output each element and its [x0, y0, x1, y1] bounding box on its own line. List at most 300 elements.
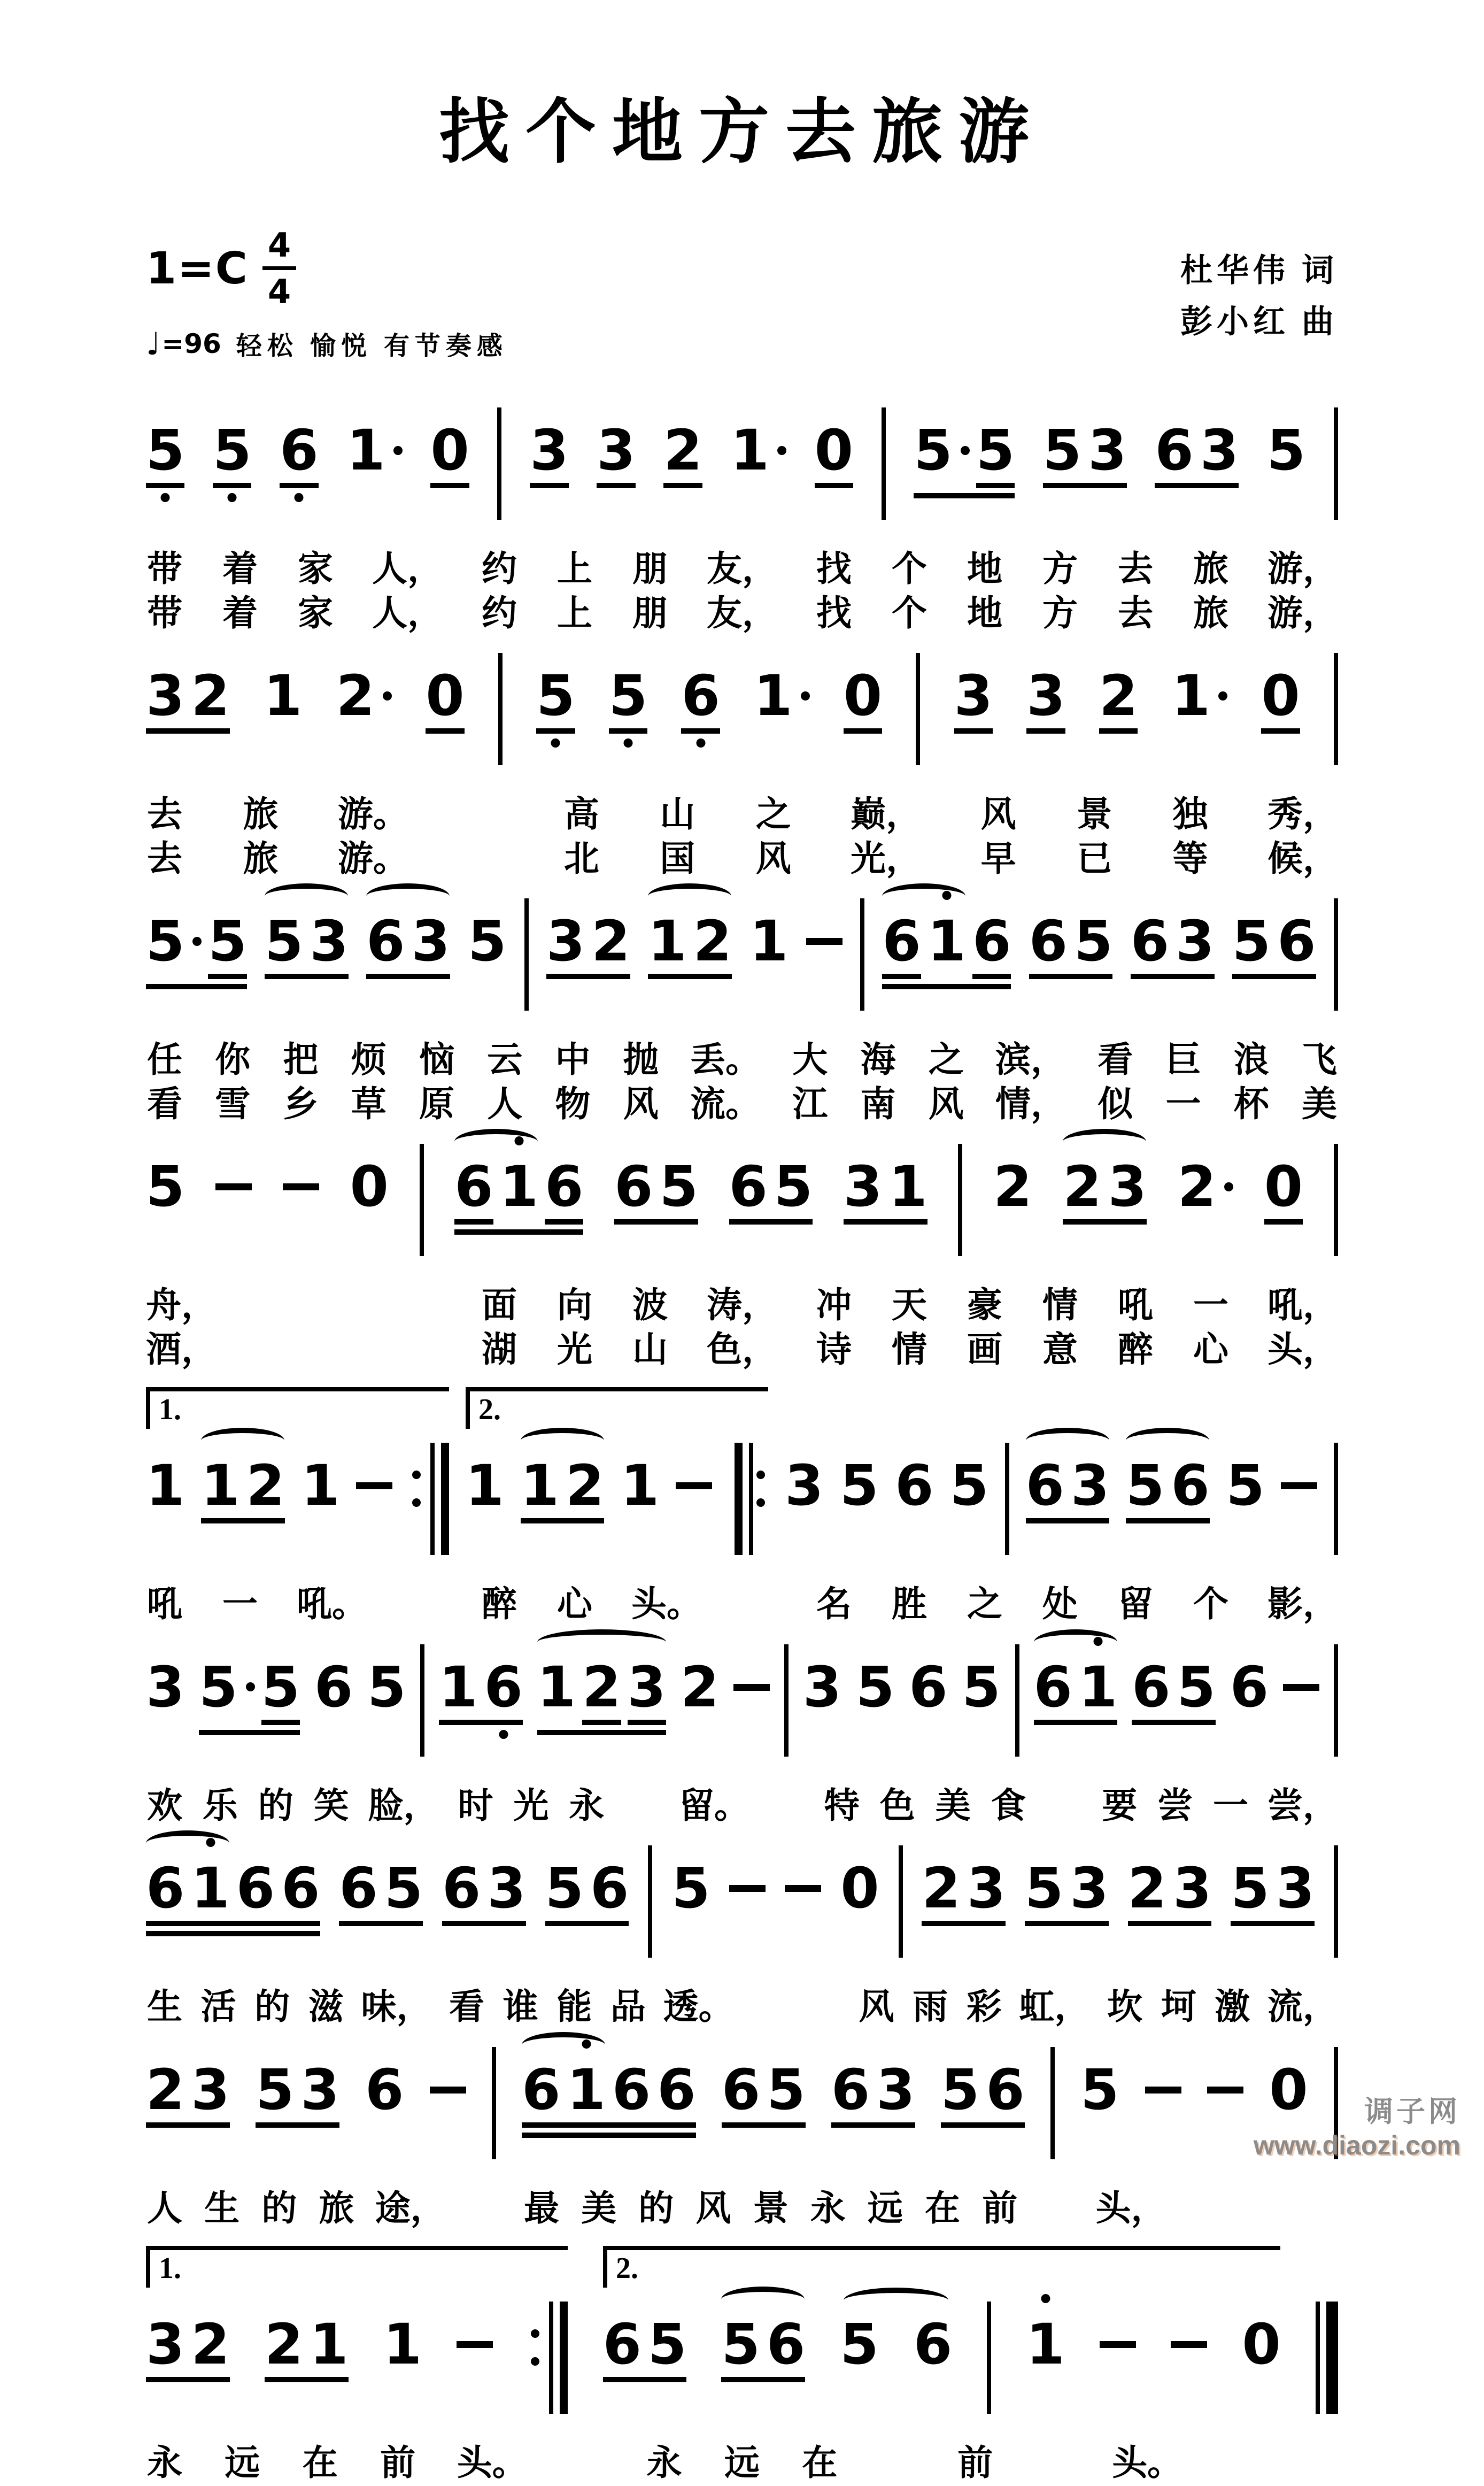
beam-group [264, 2312, 349, 2382]
repeat-end-barline [528, 2302, 568, 2414]
lyric-syllable: 人 [487, 1084, 523, 1124]
note-unit [265, 909, 304, 974]
note-digit: 0 [430, 418, 469, 483]
note-unit [530, 418, 569, 488]
augmentation-dot [1218, 691, 1227, 701]
score-line [146, 2037, 1338, 2231]
note-unit [280, 418, 319, 488]
barline [899, 1860, 903, 1958]
lyrics-row [146, 1583, 1338, 1627]
note-digit: 1 [1078, 1654, 1118, 1720]
note-unit [888, 1154, 928, 1220]
lyric-syllable [254, 1284, 292, 1328]
barline [958, 1159, 962, 1256]
lyric-syllable: 能 [556, 1988, 592, 2027]
lyric-syllable: 前 [380, 2444, 416, 2483]
note-glyph-row [365, 2057, 404, 2122]
note-unit [545, 1856, 584, 1921]
note-glyph-row [487, 1856, 526, 1921]
lyric-syllable [768, 1784, 805, 1829]
note-glyph-row [612, 2057, 651, 2122]
beam-underline [722, 2122, 806, 2128]
beam-group-notes [729, 1154, 813, 1220]
note-glyph-row [442, 1856, 481, 1921]
note-cell [1264, 1154, 1303, 1225]
note-glyph-row [1033, 1654, 1072, 1720]
note-unit [146, 1154, 185, 1220]
note-glyph-row [1242, 2312, 1281, 2377]
note-glyph-row [484, 1654, 523, 1720]
note-digit: 3 [954, 663, 993, 729]
notes-row [146, 643, 1338, 793]
note-glyph-row [454, 1154, 493, 1220]
lyric-syllable: 的 [254, 1988, 290, 2027]
note-glyph-row [914, 418, 969, 483]
note-glyph-row [265, 909, 304, 974]
note-unit [146, 2312, 185, 2377]
note-glyph-row [199, 1654, 254, 1720]
lyric-syllable: 激 [1215, 1988, 1250, 2027]
beam-group [1063, 1154, 1147, 1225]
note-glyph-row [1130, 909, 1170, 974]
lyric-syllable: 诗 [816, 1330, 852, 1369]
augmentation-dot [393, 446, 403, 455]
note-unit [914, 418, 969, 483]
note-glyph-row [536, 663, 575, 729]
lyric-syllable [467, 793, 504, 837]
duration-dash [215, 1159, 252, 1190]
note-cell [213, 418, 252, 488]
duration-dash [806, 913, 843, 945]
repeat-dots [531, 2329, 539, 2366]
low-octave-dot [161, 493, 170, 502]
beam-group [545, 1856, 629, 1926]
lyric-syllable [330, 1328, 367, 1373]
note-digit: 6 [522, 2057, 561, 2122]
note-glyph-row [565, 1453, 605, 1519]
note-glyph-row [802, 1654, 842, 1720]
lyric-syllable: 高 [563, 795, 599, 835]
note-digit: 1 [383, 2312, 422, 2377]
note-digit: 3 [310, 909, 349, 974]
lyric-syllable: 风 [859, 1988, 894, 2027]
note-unit [365, 2057, 404, 2122]
note-unit [484, 1654, 523, 1720]
score-line [146, 1635, 1338, 1829]
beam-underline [146, 2122, 230, 2128]
note-unit [962, 1654, 1001, 1720]
barline [420, 1659, 424, 1757]
note-digit: 2 [264, 2312, 304, 2377]
note-unit [146, 1453, 185, 1519]
lyric-syllable [405, 1583, 443, 1627]
lyric-syllable [330, 1284, 367, 1328]
duration-dash [733, 1659, 770, 1691]
lyric-syllable: 一 [222, 1585, 258, 1625]
lyric-syllable: 永 [569, 1786, 605, 1826]
note-digit: 5 [146, 909, 185, 974]
note-unit [191, 663, 230, 729]
note-glyph-row [608, 663, 648, 729]
note-glyph-row [1074, 909, 1113, 974]
beam-group-notes [366, 909, 450, 974]
note-digit: 0 [1242, 2312, 1281, 2377]
note-digit: 5 [659, 1154, 698, 1220]
note-cell [383, 2312, 422, 2377]
note-digit: 6 [314, 1654, 353, 1720]
lyric-syllable: 抛 [623, 1041, 659, 1080]
note-cell [430, 418, 469, 488]
lyric-syllable: 之 [928, 1041, 964, 1080]
slur-arc [522, 2032, 605, 2058]
note-cell [264, 663, 303, 729]
beam-underline [265, 2377, 349, 2382]
lyric-syllable: 山 [632, 1330, 668, 1369]
beam-group-notes [831, 2057, 915, 2122]
note-glyph-row [913, 2312, 953, 2377]
note-unit [246, 1453, 285, 1519]
note-unit [986, 2057, 1025, 2122]
note-digit: 5 [256, 2057, 295, 2122]
lyric-syllable: 巨 [1165, 1041, 1201, 1080]
beam-group-notes [1033, 1654, 1118, 1720]
lyric-syllable: 光， [851, 839, 922, 879]
note-digit: 0 [814, 418, 853, 483]
beam-group [520, 1453, 605, 1523]
note-unit [721, 2057, 761, 2122]
note-glyph-row [1177, 1154, 1233, 1220]
note-unit [831, 2057, 870, 2122]
note-glyph-row [927, 909, 967, 974]
extra-underline [972, 974, 1011, 979]
note-glyph-row [648, 909, 687, 974]
note-cell [671, 1856, 710, 1921]
slur-arc [1126, 1428, 1209, 1453]
lyric-syllable: 滋 [308, 1988, 344, 2027]
score-line [146, 889, 1338, 1127]
lyric-syllable: 的 [638, 2189, 674, 2228]
note-digit: 3 [146, 663, 185, 729]
barline [1050, 2062, 1055, 2159]
note-unit [191, 1856, 230, 1921]
duration-dash [1283, 1659, 1319, 1691]
note-unit [1264, 1154, 1303, 1225]
note-glyph-row [1127, 1856, 1167, 1921]
note-digit: 6 [1230, 1654, 1269, 1720]
note-unit [1078, 1654, 1118, 1720]
lyric-syllable: 前 [982, 2189, 1018, 2228]
note-unit [1230, 1654, 1269, 1720]
note-digit: 5 [671, 1856, 710, 1921]
lyrics-row [146, 837, 1338, 882]
lyric-syllable: 流。 [690, 1084, 761, 1124]
note-digit: 2 [1127, 1856, 1167, 1921]
beam-group [1029, 909, 1113, 979]
note-digit: 5 [647, 2312, 687, 2377]
duration-underline [1099, 728, 1138, 734]
lyric-syllable: 永 [646, 2444, 682, 2483]
barline [1334, 1159, 1338, 1256]
note-glyph-row [774, 1154, 813, 1220]
lyric-syllable: 烦 [351, 1041, 387, 1080]
lyric-syllable: 欢 [147, 1786, 182, 1826]
slur-arc [521, 1428, 604, 1453]
note-glyph-row [246, 1453, 285, 1519]
note-glyph-row [940, 2057, 980, 2122]
note-glyph-row [1026, 2312, 1065, 2377]
lyric-syllable: 面 [482, 1286, 517, 1326]
note-digit: 3 [1108, 1154, 1147, 1220]
note-unit [191, 2312, 230, 2377]
note-unit [411, 909, 450, 974]
note-unit [1266, 418, 1306, 483]
note-digit: 1 [439, 1654, 478, 1720]
barline [420, 1159, 424, 1256]
note-digit: 5 [950, 1453, 989, 1519]
lyric-syllable: 个 [892, 550, 927, 589]
extra-underline [628, 1720, 666, 1725]
note-digit: 5 [1266, 418, 1306, 483]
note-glyph-row [545, 1856, 584, 1921]
duration-underline [530, 483, 568, 488]
volta-label: 2. [616, 2252, 638, 2285]
tempo-value: =96 [161, 328, 221, 359]
notes-row [146, 1433, 1338, 1583]
note-digit: 2 [336, 663, 375, 729]
lyrics-row [146, 592, 1338, 636]
lyric-syllable: 丢。 [690, 1041, 761, 1080]
note-glyph-row [663, 418, 702, 483]
beam-group [146, 663, 230, 734]
note-glyph-row [1230, 1654, 1269, 1720]
note-digit: 6 [1171, 1453, 1210, 1519]
note-glyph-row [281, 1856, 320, 1921]
beam-group [831, 2057, 915, 2128]
note-glyph-row [1171, 1453, 1210, 1519]
note-digit: 6 [454, 1154, 493, 1220]
note-unit [659, 1154, 698, 1220]
volta-bracket [146, 2246, 568, 2288]
lyric-syllable: 家 [298, 594, 333, 633]
beam-underline [1128, 1921, 1212, 1926]
volta-bracket [603, 2246, 1280, 2288]
note-digit: 1 [200, 1453, 240, 1519]
extra-underline [454, 1219, 493, 1225]
augmentation-dot [192, 937, 202, 946]
beam-group [265, 909, 349, 979]
note-glyph-row [264, 663, 303, 729]
note-glyph-row [191, 1856, 230, 1921]
beam-underline [729, 1219, 813, 1225]
note-unit [1025, 1856, 1064, 1921]
note-unit [1074, 909, 1113, 974]
beam-group [454, 1154, 584, 1235]
lyric-syllable: 尝， [1267, 1786, 1338, 1826]
note-unit [591, 909, 630, 974]
lyric-syllable: 上 [557, 550, 592, 589]
note-glyph-row [614, 1154, 653, 1220]
note-glyph-row [888, 1154, 928, 1220]
note-unit [213, 418, 252, 488]
lyric-syllable: 去 [147, 795, 182, 835]
lyric-syllable [405, 1284, 443, 1328]
beam-group-notes [1232, 909, 1316, 974]
note-digit: 3 [1088, 418, 1127, 483]
note-glyph-row [280, 418, 319, 483]
note-cell [146, 1154, 185, 1220]
note-glyph-row [582, 1654, 621, 1720]
note-glyph-row [1232, 909, 1271, 974]
note-unit [350, 1154, 389, 1220]
note-unit [814, 418, 853, 488]
beam-group [256, 2057, 339, 2128]
lyric-syllable [740, 1583, 777, 1627]
repeat-end-barline [409, 1443, 449, 1555]
note-glyph-row [976, 418, 1015, 483]
lyric-syllable: 一 [1213, 1786, 1249, 1826]
note-unit [693, 909, 732, 974]
lyric-syllable: 旅 [243, 839, 279, 879]
extra-underline [976, 483, 1015, 488]
lyric-syllable: 风 [980, 795, 1016, 835]
note-unit [729, 1154, 768, 1220]
volta-label: 1. [159, 1393, 181, 1427]
note-glyph-row [430, 418, 469, 483]
note-unit [767, 2057, 806, 2122]
note-digit: 6 [766, 2312, 806, 2377]
duration-dash [676, 1458, 712, 1489]
note-glyph-row [465, 1453, 504, 1519]
note-glyph-row [1264, 1154, 1303, 1220]
note-digit: 3 [146, 2312, 185, 2377]
slur-arc [1026, 1428, 1109, 1453]
note-glyph-row [1025, 1453, 1065, 1519]
note-unit [1070, 1856, 1109, 1921]
lyric-syllable: 味， [361, 1988, 432, 2027]
lyric-syllable: 脸， [368, 1786, 439, 1826]
note-unit [314, 1654, 353, 1720]
note-glyph-row [339, 1856, 378, 1921]
note-cell [840, 1453, 879, 1519]
lyric-syllable: 带 [147, 550, 182, 589]
beam-underline [146, 2377, 230, 2382]
note-unit [520, 1453, 559, 1519]
note-digit: 3 [411, 909, 450, 974]
beam-group-notes [520, 1453, 605, 1519]
duration-dash [785, 1860, 821, 1892]
note-glyph-row [620, 1453, 660, 1519]
note-digit: 6 [913, 2312, 953, 2377]
note-digit: 3 [1200, 418, 1239, 483]
note-digit: 6 [602, 2312, 641, 2377]
low-octave-dot [624, 738, 633, 748]
note-unit [1127, 1856, 1167, 1921]
note-cell [336, 663, 392, 729]
note-unit [565, 1453, 605, 1519]
beam-underline [1132, 1720, 1216, 1725]
beam-group [442, 1856, 526, 1926]
note-unit [1155, 418, 1194, 483]
note-cell [814, 418, 853, 488]
lyric-syllable: 涛， [707, 1286, 777, 1326]
note-glyph-row [146, 418, 185, 483]
lyric-syllable: 景 [1077, 795, 1112, 835]
duration-underline [954, 728, 993, 734]
beam-group-notes [614, 1154, 698, 1220]
note-unit [146, 418, 185, 488]
beam-group [546, 909, 630, 979]
lyric-syllable: 大 [792, 1041, 828, 1080]
note-digit: 1 [1171, 663, 1210, 729]
lyric-syllable: 最 [523, 2189, 559, 2228]
beam-underline [265, 974, 349, 979]
lyric-syllable: 生 [147, 1988, 182, 2027]
note-digit: 6 [614, 1154, 653, 1220]
note-glyph-row [468, 909, 507, 974]
note-glyph-row [300, 2057, 339, 2122]
note-glyph-row [310, 909, 349, 974]
note-cell [346, 418, 402, 483]
note-unit [1130, 909, 1170, 974]
beam-group [200, 1453, 285, 1523]
note-glyph-row [314, 1654, 353, 1720]
note-digit: 2 [146, 2057, 185, 2122]
note-glyph-row [909, 1654, 948, 1720]
note-glyph-row [590, 1856, 629, 1921]
lyric-syllable: 之 [755, 795, 791, 835]
slur-arc [454, 1129, 538, 1155]
lyric-syllable: 永 [147, 2444, 182, 2483]
beam-group-notes [200, 1453, 285, 1519]
note-unit [1242, 2312, 1281, 2377]
beam-group [922, 1856, 1006, 1926]
beam-group-notes [199, 1654, 300, 1725]
note-cell [365, 2057, 404, 2122]
lyric-syllable: 谁 [503, 1988, 538, 2027]
note-digit: 6 [721, 2057, 761, 2122]
note-glyph-row [366, 909, 405, 974]
tempo-row [146, 325, 508, 362]
lyric-syllable: 游。 [337, 839, 408, 879]
lyric-syllable: 美 [1302, 1084, 1337, 1124]
note-glyph-row [855, 1654, 895, 1720]
note-unit [1108, 1154, 1147, 1220]
duration-dash [283, 1159, 319, 1190]
lyric-syllable: 旅 [1193, 550, 1228, 589]
note-digit: 5 [213, 418, 252, 483]
repeat-start-barline [728, 1443, 768, 1555]
beam-group-notes [882, 909, 1011, 979]
note-digit: 1 [499, 1154, 539, 1220]
note-digit: 3 [530, 418, 569, 483]
note-cell [1242, 2312, 1281, 2377]
lyric-syllable [879, 2442, 916, 2486]
note-glyph-row [680, 1654, 720, 1720]
note-digit: 6 [612, 2057, 651, 2122]
duration-dash [1281, 1458, 1317, 1489]
note-glyph-row [383, 2312, 422, 2377]
beam-underline [522, 2122, 696, 2128]
note-digit: 0 [426, 663, 465, 729]
note-cell [909, 1654, 948, 1720]
note-cell [314, 1654, 353, 1720]
note-unit [590, 1856, 629, 1921]
lyric-syllable [1243, 2187, 1281, 2231]
note-digit: 6 [1132, 1654, 1171, 1720]
low-octave-dot [295, 493, 304, 502]
lyric-syllable [254, 1328, 292, 1373]
note-digit: 2 [246, 1453, 285, 1519]
